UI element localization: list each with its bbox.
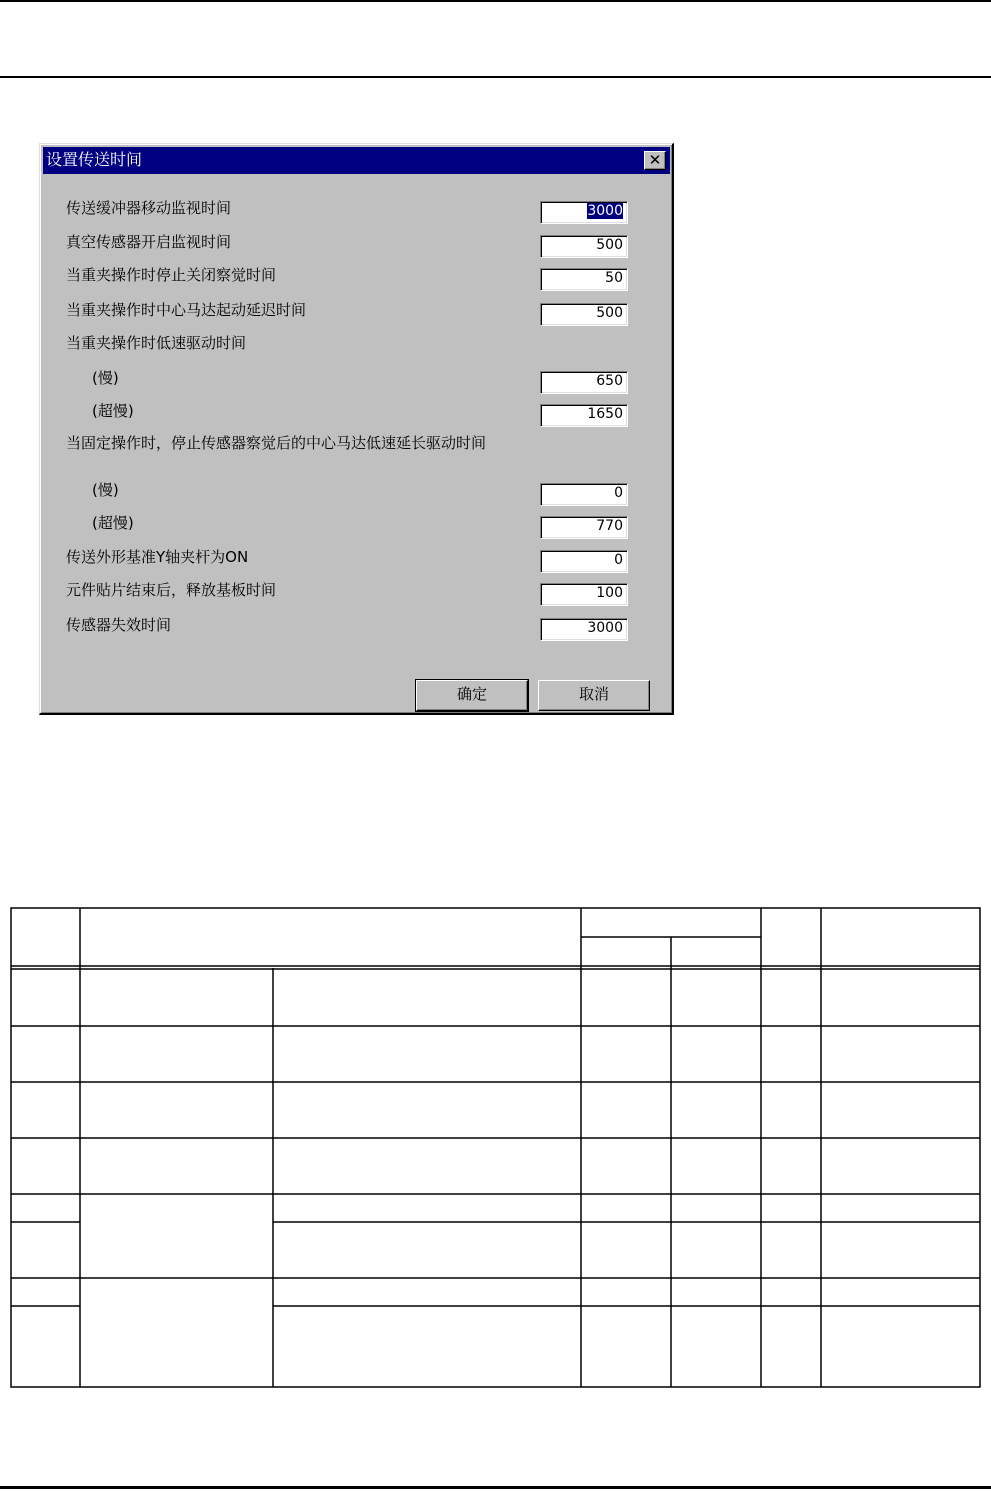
input-extended-very-slow[interactable]: 770 — [540, 516, 628, 539]
input-center-motor-delay[interactable]: 500 — [540, 303, 628, 326]
label-stop-close-detect: 当重夹操作时停止关闭察觉时间 — [66, 266, 277, 284]
cancel-button[interactable]: 取消 — [538, 680, 650, 711]
dialog-title: 设置传送时间 — [46, 150, 143, 169]
dialog-titlebar[interactable] — [43, 147, 670, 174]
label-low-speed-drive: 当重夹操作时低速驱动时间 — [66, 334, 247, 352]
label-extended-very-slow: (超慢) — [92, 514, 134, 532]
label-y-axis-clamp: 传送外形基准Y轴夹杆为ON — [66, 548, 249, 566]
transfer-time-dialog — [39, 143, 674, 715]
table-border — [11, 908, 980, 1387]
input-stop-close-detect[interactable]: 50 — [540, 268, 628, 291]
field-value: 3000 — [587, 203, 623, 219]
label-board-release-time: 元件贴片结束后，释放基板时间 — [66, 581, 277, 599]
input-board-release-time[interactable]: 100 — [540, 583, 628, 606]
ok-button[interactable]: 确定 — [416, 680, 528, 711]
close-icon: ✕ — [648, 151, 662, 169]
input-y-axis-clamp[interactable]: 0 — [540, 550, 628, 573]
input-extended-slow[interactable]: 0 — [540, 483, 628, 506]
parameter-table — [10, 907, 982, 1389]
label-sensor-fail-time: 传感器失效时间 — [66, 616, 172, 634]
label-extended-slow: (慢) — [92, 481, 119, 499]
top-rule — [0, 0, 991, 2]
input-vacuum-sensor-monitor[interactable]: 500 — [540, 235, 628, 258]
input-low-speed-very-slow[interactable]: 1650 — [540, 404, 628, 427]
header-rule — [0, 76, 991, 78]
label-buffer-move-monitor: 传送缓冲器移动监视时间 — [66, 199, 232, 217]
label-low-speed-very-slow: (超慢) — [92, 402, 134, 420]
label-vacuum-sensor-monitor: 真空传感器开启监视时间 — [66, 233, 232, 251]
footer-rule — [0, 1486, 991, 1489]
input-buffer-move-monitor[interactable] — [540, 201, 628, 224]
input-low-speed-slow[interactable]: 650 — [540, 371, 628, 394]
label-center-motor-delay: 当重夹操作时中心马达起动延迟时间 — [66, 301, 307, 319]
label-low-speed-slow: (慢) — [92, 369, 119, 387]
close-button[interactable] — [644, 151, 666, 170]
input-sensor-fail-time[interactable]: 3000 — [540, 618, 628, 641]
table-grid — [10, 907, 982, 1389]
label-extended-drive: 当固定操作时，停止传感器察觉后的中心马达低速延长驱动时间 — [66, 434, 487, 452]
